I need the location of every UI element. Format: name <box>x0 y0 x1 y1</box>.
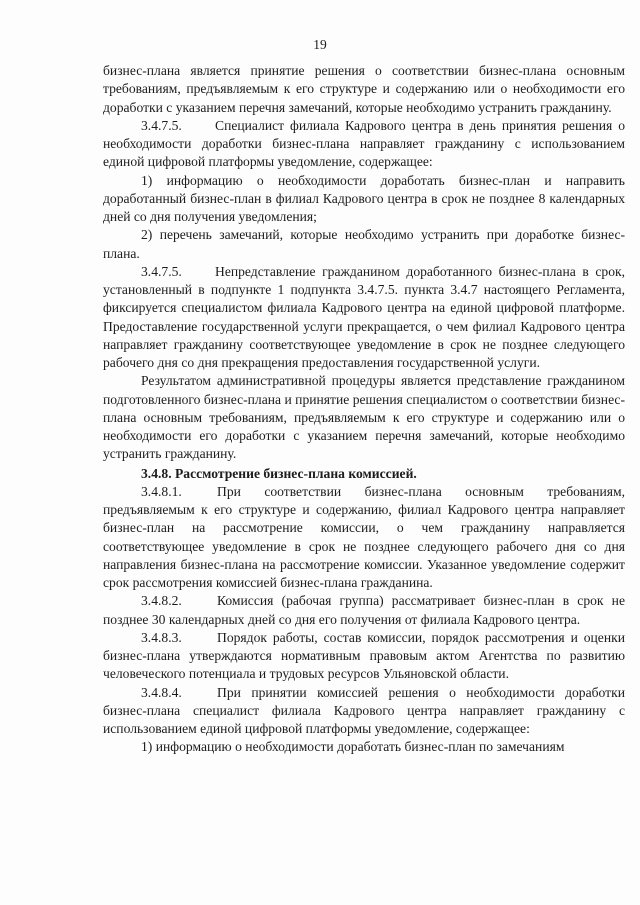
paragraph: 3.4.8.4. При принятии комиссией решения о необходимости доработки бизнес-плана специалист филиала Кадрового центра направляет гражданину с использованием единой цифровой платформы уведомление, содержащее: <box>103 684 625 736</box>
paragraph: 3.4.7.5. Специалист филиала Кадрового центра в день принятия решения о необходимости доработки бизнес-плана направляет гражданину с использованием единой цифровой платформы уведомление, содержащее: <box>103 117 625 170</box>
clause-number: 3.4.8.1. <box>141 483 182 499</box>
paragraph: бизнес-плана является принятие решения о соответствии бизнес-плана основным требованиям, предъявляемым к его структуре и содержанию или о необходимости его доработки с указанием перечня замечаний, которые необходимо устранить гражданину. <box>103 63 625 115</box>
clause-number: 3.4.7.5. <box>141 263 182 279</box>
page-number: 19 <box>313 37 327 52</box>
clause-number: 3.4.8.4. <box>141 684 182 700</box>
section-heading: 3.4.8. Рассмотрение бизнес-плана комиссией. <box>141 465 417 481</box>
paragraph: 3.4.8.1. При соответствии бизнес-плана основным требованиям, предъявляемым к его структуре и содержанию, филиал Кадрового центра направляет бизнес-план на рассмотрение комиссии, о чем гражданину направляется соответствующее уведомление в срок не позднее следующего рабочего дня со дня направления бизнес-плана на рассмотрение комиссии. Указанное уведомление содержит срок рассмотрения комиссией бизнес-плана гражданина. <box>103 483 625 590</box>
paragraph: 3.4.8.3. Порядок работы, состав комиссии, порядок рассмотрения и оценки бизнес-плана утверждаются нормативным правовым актом Агентства по развитию человеческого потенциала и трудовых ресурсов Ульяновской области. <box>103 629 625 682</box>
list-item: 1) информацию о необходимости доработать бизнес-план и направить доработанный бизнес-план в филиал Кадрового центра в срок не позднее 8 календарных дней со дня получения уведомления; <box>103 172 625 224</box>
list-item: 2) перечень замечаний, которые необходимо устранить при доработке бизнес-плана. <box>103 227 625 261</box>
clause-number: 3.4.8.2. <box>141 593 182 609</box>
paragraph: 3.4.8.2. Комиссия (рабочая группа) рассматривает бизнес-план в срок не позднее 30 календарных дней со дня его получения от филиала Кадрового центра. <box>103 593 625 627</box>
clause-number: 3.4.7.5. <box>141 117 182 133</box>
paragraph: 3.4.7.5. Непредставление гражданином доработанного бизнес-плана в срок, установленный в подпункте 1 подпункта 3.4.7.5. пункта 3.4.7 настоящего Регламента, фиксируется специалистом филиала Кадрового центра на единой цифровой платформе. Предоставление государственной услуги прекращается, о чем филиал Кадрового центра направляет гражданину соответствующее уведомление в срок не позднее следующего рабочего дня со дня прекращения предоставления государственной услуги. <box>103 263 625 370</box>
list-item: 1) информацию о необходимости доработать бизнес-план по замечаниям <box>141 739 565 755</box>
clause-number: 3.4.8.3. <box>141 629 182 645</box>
paragraph: Результатом административной процедуры является представление гражданином подготовленного бизнес-плана и принятие решения специалистом о соответствии бизнес-плана основным требованиям, предъявляемым к его структуре и содержанию или о необходимости его доработки с указанием перечня замечаний, которые необходимо устранить гражданину. <box>103 373 625 462</box>
document-body <box>103 62 625 757</box>
